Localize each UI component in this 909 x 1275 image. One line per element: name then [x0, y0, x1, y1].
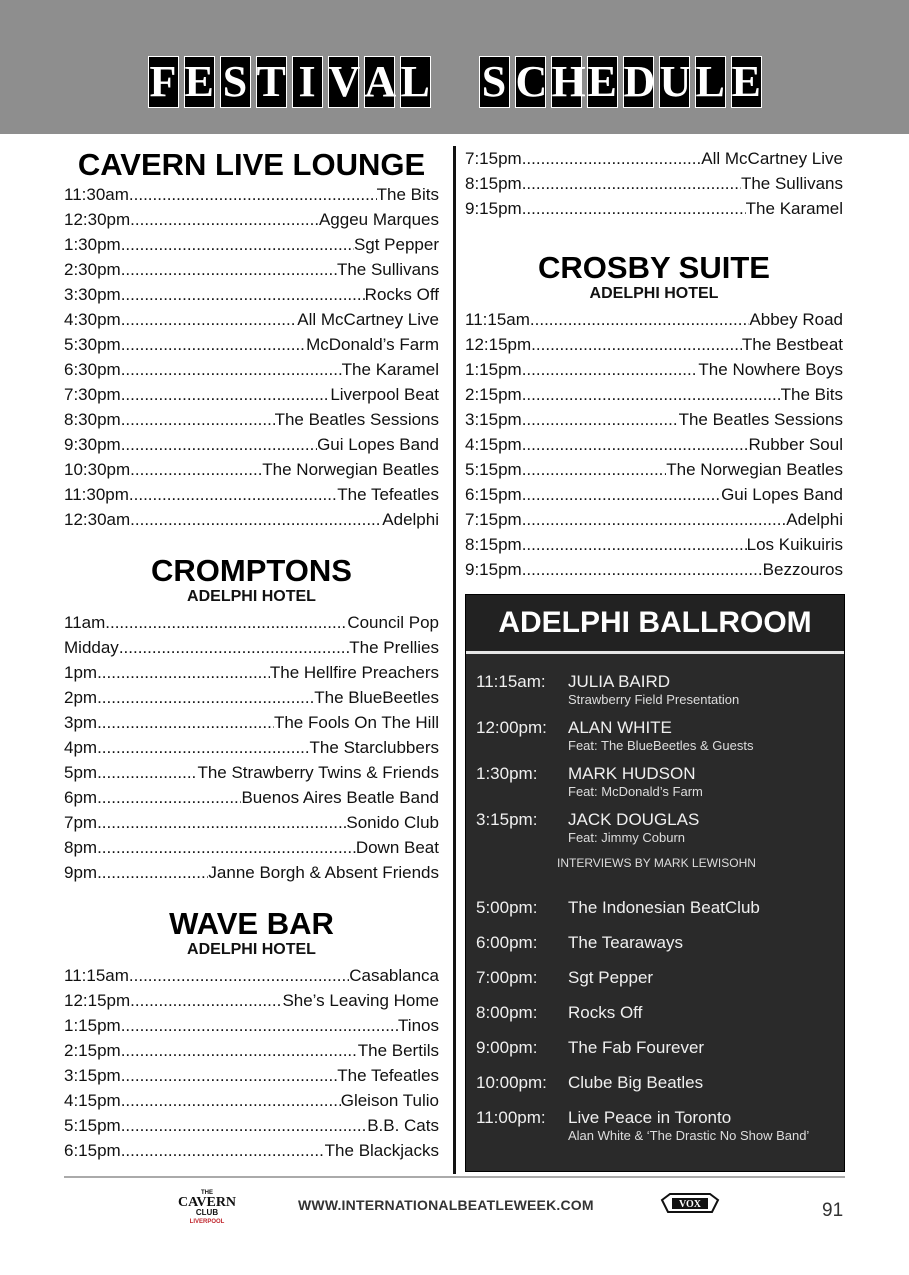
slot-time: 12:15pm [465, 335, 532, 354]
dot-leader [121, 257, 337, 282]
dot-leader [522, 557, 763, 582]
band-name: The Karamel [745, 199, 843, 218]
show-time: 11:00pm: [476, 1108, 546, 1127]
dot-leader [121, 357, 342, 382]
band-name: She’s Leaving Home [282, 991, 439, 1010]
cromptons-title: CROMPTONS [151, 553, 352, 588]
ballroom-show [466, 1038, 844, 1058]
wavebar-schedule-continued [465, 146, 843, 221]
ballroom-show [466, 898, 844, 918]
dot-leader [522, 482, 721, 507]
band-name: Janne Borgh & Absent Friends [208, 863, 439, 882]
schedule-row [465, 507, 843, 532]
ballroom-show [466, 1003, 844, 1023]
schedule-row [465, 482, 843, 507]
schedule-row [64, 810, 439, 835]
wavebar-schedule [64, 963, 439, 1163]
schedule-row [64, 1113, 439, 1138]
slot-time: 11am [64, 613, 106, 632]
dot-leader [121, 332, 306, 357]
slot-time: 11:30pm [64, 485, 129, 504]
band-name: Down Beat [355, 838, 439, 857]
band-name: All McCartney Live [701, 149, 843, 168]
slot-time: 12:15pm [64, 991, 131, 1010]
slot-time: 11:15am [64, 966, 129, 985]
wavebar-subtitle: ADELPHI HOTEL [187, 941, 316, 958]
band-name: The Starclubbers [309, 738, 439, 757]
dot-leader [121, 1113, 367, 1138]
dot-leader [121, 382, 331, 407]
schedule-row [465, 407, 843, 432]
cavern-schedule [64, 182, 439, 532]
talk-detail: Feat: Jimmy Coburn [568, 830, 686, 845]
band-name: The Prellies [349, 638, 439, 657]
show-name: The Indonesian BeatClub [568, 898, 760, 917]
slot-time: Midday [64, 638, 119, 657]
slot-time: 8pm [64, 838, 98, 857]
title-letter-tile: F [148, 56, 179, 108]
schedule-row [465, 307, 843, 332]
cavern-title: CAVERN LIVE LOUNGE [77, 147, 426, 182]
slot-time: 2:15pm [64, 1041, 121, 1060]
talk-time: 1:30pm: [476, 764, 538, 783]
band-name: Gui Lopes Band [317, 435, 439, 454]
dot-leader [129, 482, 337, 507]
band-name: The Bertils [357, 1041, 439, 1060]
ballroom-schedule [466, 654, 844, 1144]
schedule-row [64, 407, 439, 432]
slot-time: 4:15pm [64, 1091, 121, 1110]
schedule-row [465, 532, 843, 557]
band-name: The Beatles Sessions [274, 410, 439, 429]
cavern-club-logo [170, 1186, 244, 1231]
svg-text:LIVERPOOL: LIVERPOOL [189, 1219, 225, 1225]
dot-leader [97, 785, 241, 810]
ballroom-show-last [466, 1108, 844, 1144]
crosby-title: CROSBY SUITE [538, 250, 770, 285]
slot-time: 5:30pm [64, 335, 121, 354]
schedule-row [64, 988, 439, 1013]
dot-leader [105, 610, 347, 635]
slot-time: 9:30pm [64, 435, 121, 454]
band-name: The Karamel [341, 360, 439, 379]
schedule-row [64, 1138, 439, 1163]
schedule-row [64, 457, 439, 482]
schedule-row [64, 432, 439, 457]
dot-leader [97, 760, 197, 785]
left-column [64, 148, 439, 1163]
dot-leader [522, 382, 781, 407]
right-column [465, 146, 843, 582]
schedule-row [64, 963, 439, 988]
dot-leader [121, 432, 317, 457]
slot-time: 4pm [64, 738, 98, 757]
schedule-row [64, 685, 439, 710]
band-name: Adelphi [382, 510, 439, 529]
title-word-schedule [479, 56, 762, 108]
band-name: Liverpool Beat [330, 385, 439, 404]
slot-time: 5:15pm [64, 1116, 121, 1135]
slot-time: 8:15pm [465, 174, 522, 193]
dot-leader [121, 282, 365, 307]
title-letter-tile: E [587, 57, 617, 106]
talk-detail: Feat: The BlueBeetles & Guests [568, 738, 754, 753]
ballroom-show [466, 933, 844, 953]
band-name: B.B. Cats [367, 1116, 439, 1135]
title-letter-tile: L [695, 57, 725, 106]
dot-leader [130, 457, 262, 482]
band-name: Bezzouros [762, 560, 843, 579]
schedule-row [465, 332, 843, 357]
title-letter-tile: I [292, 56, 323, 108]
dot-leader [522, 196, 746, 221]
dot-leader [522, 146, 702, 171]
schedule-row [64, 1038, 439, 1063]
band-name: The Tefeatles [337, 485, 439, 504]
band-name: The Nowhere Boys [698, 360, 843, 379]
band-name: The Sullivans [740, 174, 843, 193]
dot-leader [121, 1013, 398, 1038]
slot-time: 9:15pm [465, 560, 522, 579]
band-name: Sonido Club [346, 813, 439, 832]
schedule-row [64, 760, 439, 785]
dot-leader [130, 988, 282, 1013]
band-name: The Hellfire Preachers [269, 663, 439, 682]
show-time: 10:00pm: [476, 1073, 547, 1092]
band-name: McDonald’s Farm [306, 335, 439, 354]
title-letter-tile: A [364, 57, 397, 106]
schedule-row [64, 735, 439, 760]
slot-time: 1:15pm [64, 1016, 121, 1035]
title-letter-tile: D [623, 57, 656, 106]
show-time: 5:00pm: [476, 898, 538, 917]
dot-leader [97, 710, 274, 735]
schedule-row [465, 432, 843, 457]
dot-leader [129, 963, 349, 988]
band-name: Rocks Off [364, 285, 439, 304]
schedule-row [64, 507, 439, 532]
slot-time: 11:30am [64, 185, 129, 204]
dot-leader [130, 207, 319, 232]
slot-time: 7:15pm [465, 510, 522, 529]
adelphi-ballroom-panel [465, 594, 845, 1172]
band-name: The Bits [780, 385, 843, 404]
vox-logo [660, 1190, 720, 1223]
dot-leader [531, 332, 742, 357]
talk-time: 12:00pm: [476, 718, 547, 737]
schedule-row [64, 1088, 439, 1113]
slot-time: 5:15pm [465, 460, 522, 479]
schedule-row [64, 482, 439, 507]
slot-time: 10:30pm [64, 460, 131, 479]
band-name: Gleison Tulio [340, 1091, 439, 1110]
page-header [0, 0, 909, 134]
talk-name: MARK HUDSON [568, 764, 696, 783]
slot-time: 6:15pm [465, 485, 522, 504]
dot-leader [522, 432, 749, 457]
show-name: The Tearaways [568, 933, 683, 952]
slot-time: 12:30pm [64, 210, 131, 229]
slot-time: 12:30am [64, 510, 131, 529]
slot-time: 3:15pm [64, 1066, 121, 1085]
schedule-row [64, 232, 439, 257]
show-name: The Fab Fourever [568, 1038, 705, 1057]
dot-leader [97, 810, 346, 835]
dot-leader [522, 507, 787, 532]
cromptons-subtitle: ADELPHI HOTEL [187, 588, 316, 605]
slot-time: 6pm [64, 788, 98, 807]
slot-time: 7pm [64, 813, 98, 832]
band-name: Buenos Aires Beatle Band [241, 788, 439, 807]
schedule-row [64, 1013, 439, 1038]
schedule-row [465, 457, 843, 482]
title-letter-tile: L [400, 57, 430, 106]
band-name: Tinos [398, 1016, 439, 1035]
slot-time: 3pm [64, 713, 98, 732]
schedule-row [465, 357, 843, 382]
band-name: The Fools On The Hill [273, 713, 439, 732]
svg-text:VOX: VOX [678, 1199, 702, 1210]
schedule-row [465, 171, 843, 196]
band-name: Gui Lopes Band [721, 485, 843, 504]
schedule-row [64, 257, 439, 282]
dot-leader [97, 835, 356, 860]
footer-rule [64, 1176, 845, 1178]
slot-time: 2pm [64, 688, 98, 707]
schedule-row [64, 635, 439, 660]
talk-time: 3:15pm: [476, 810, 538, 829]
show-time: 9:00pm: [476, 1038, 538, 1057]
schedule-row [465, 196, 843, 221]
slot-time: 7:15pm [465, 149, 522, 168]
show-name: Rocks Off [568, 1003, 643, 1022]
talk-name: JACK DOUGLAS [568, 810, 700, 829]
title-letter-tile: V [328, 57, 361, 106]
band-name: Rubber Soul [748, 435, 843, 454]
title-letter-tile: E [184, 57, 214, 106]
schedule-row [64, 710, 439, 735]
band-name: Los Kuikuiris [746, 535, 843, 554]
show-time: 6:00pm: [476, 933, 538, 952]
schedule-row [64, 357, 439, 382]
show-name: Live Peace in Toronto [568, 1108, 732, 1127]
band-name: The Bits [376, 185, 439, 204]
ballroom-show [466, 1073, 844, 1093]
dot-leader [530, 307, 750, 332]
show-name: Sgt Pepper [568, 968, 654, 987]
schedule-row [64, 282, 439, 307]
talk-detail: Feat: McDonald’s Farm [568, 784, 703, 799]
slot-time: 3:15pm [465, 410, 522, 429]
page-number: 91 [822, 1200, 844, 1221]
talk-detail: Strawberry Field Presentation [568, 692, 740, 707]
schedule-row [64, 785, 439, 810]
title-letter-tile: H [551, 57, 586, 106]
slot-time: 9pm [64, 863, 98, 882]
band-name: The BlueBeetles [314, 688, 439, 707]
schedule-row [64, 860, 439, 885]
title-letter-tile: U [659, 57, 692, 106]
talk-name: JULIA BAIRD [568, 672, 671, 691]
dot-leader [97, 860, 208, 885]
dot-leader [130, 507, 382, 532]
crosby-subtitle: ADELPHI HOTEL [589, 285, 719, 302]
title-letter-tile: T [256, 57, 286, 106]
ballroom-title: ADELPHI BALLROOM [466, 595, 844, 651]
ballroom-talk [466, 810, 844, 846]
schedule-row [465, 382, 843, 407]
dot-leader [121, 1138, 325, 1163]
schedule-row [64, 610, 439, 635]
ballroom-talk [466, 672, 844, 708]
interviews-note: INTERVIEWS BY MARK LEWISOHN [557, 856, 756, 870]
title-letter-tile: E [731, 57, 761, 106]
band-name: The Tefeatles [337, 1066, 439, 1085]
band-name: The Norwegian Beatles [666, 460, 843, 479]
crosby-schedule [465, 307, 843, 582]
slot-time: 2:15pm [465, 385, 522, 404]
website-url: WWW.INTERNATIONALBEATLEWEEK.COM [298, 1197, 594, 1213]
ballroom-show [466, 968, 844, 988]
band-name: The Blackjacks [324, 1141, 439, 1160]
band-name: Council Pop [347, 613, 439, 632]
dot-leader [522, 407, 679, 432]
cromptons-schedule [64, 610, 439, 885]
slot-time: 11:15am [465, 310, 530, 329]
slot-time: 1pm [64, 663, 98, 682]
dot-leader [121, 1038, 358, 1063]
slot-time: 5pm [64, 763, 98, 782]
dot-leader [522, 357, 699, 382]
show-time: 8:00pm: [476, 1003, 538, 1022]
band-name: Casablanca [349, 966, 439, 985]
slot-time: 8:30pm [64, 410, 121, 429]
band-name: The Norwegian Beatles [262, 460, 439, 479]
dot-leader [97, 685, 314, 710]
column-divider [453, 146, 456, 1174]
talk-name: ALAN WHITE [568, 718, 672, 737]
svg-text:THE: THE [201, 1190, 213, 1196]
title-letter-tile: S [220, 56, 251, 108]
svg-text:CAVERN: CAVERN [177, 1195, 237, 1210]
band-name: Aggeu Marques [318, 210, 439, 229]
svg-text:CLUB: CLUB [195, 1208, 219, 1217]
band-name: Adelphi [786, 510, 843, 529]
band-name: The Sullivans [336, 260, 439, 279]
show-time: 7:00pm: [476, 968, 538, 987]
slot-time: 9:15pm [465, 199, 522, 218]
dot-leader [97, 735, 309, 760]
band-name: The Beatles Sessions [678, 410, 843, 429]
slot-time: 1:30pm [64, 235, 121, 254]
slot-time: 8:15pm [465, 535, 522, 554]
dot-leader [121, 307, 298, 332]
schedule-row [465, 146, 843, 171]
slot-time: 2:30pm [64, 260, 121, 279]
schedule-row [64, 207, 439, 232]
schedule-row [64, 1063, 439, 1088]
dot-leader [121, 1088, 341, 1113]
title-letter-tile: S [479, 56, 510, 108]
schedule-row [465, 557, 843, 582]
band-name: All McCartney Live [297, 310, 439, 329]
slot-time: 4:15pm [465, 435, 522, 454]
schedule-row [64, 307, 439, 332]
schedule-row [64, 835, 439, 860]
schedule-row [64, 332, 439, 357]
slot-time: 6:15pm [64, 1141, 121, 1160]
slot-time: 1:15pm [465, 360, 522, 379]
title-word-festival [148, 56, 431, 108]
dot-leader [97, 660, 270, 685]
show-name: Clube Big Beatles [568, 1073, 704, 1092]
slot-time: 6:30pm [64, 360, 121, 379]
dot-leader [121, 232, 354, 257]
talk-time: 11:15am: [476, 672, 546, 691]
ballroom-talk [466, 764, 844, 800]
dot-leader [121, 1063, 338, 1088]
slot-time: 3:30pm [64, 285, 121, 304]
dot-leader [522, 457, 667, 482]
title-letter-tile: C [515, 57, 548, 106]
schedule-row [64, 182, 439, 207]
band-name: Sgt Pepper [353, 235, 439, 254]
slot-time: 7:30pm [64, 385, 121, 404]
dot-leader [121, 407, 275, 432]
ballroom-talk [466, 718, 844, 754]
dot-leader [522, 532, 747, 557]
band-name: Abbey Road [749, 310, 843, 329]
dot-leader [522, 171, 741, 196]
wavebar-title: WAVE BAR [169, 906, 334, 941]
festival-schedule-title [0, 56, 909, 108]
schedule-row [64, 382, 439, 407]
slot-time: 4:30pm [64, 310, 121, 329]
dot-leader [119, 635, 349, 660]
schedule-row [64, 660, 439, 685]
band-name: The Bestbeat [741, 335, 843, 354]
show-detail: Alan White & ‘The Drastic No Show Band’ [568, 1128, 810, 1143]
band-name: The Strawberry Twins & Friends [197, 763, 439, 782]
dot-leader [129, 182, 377, 207]
